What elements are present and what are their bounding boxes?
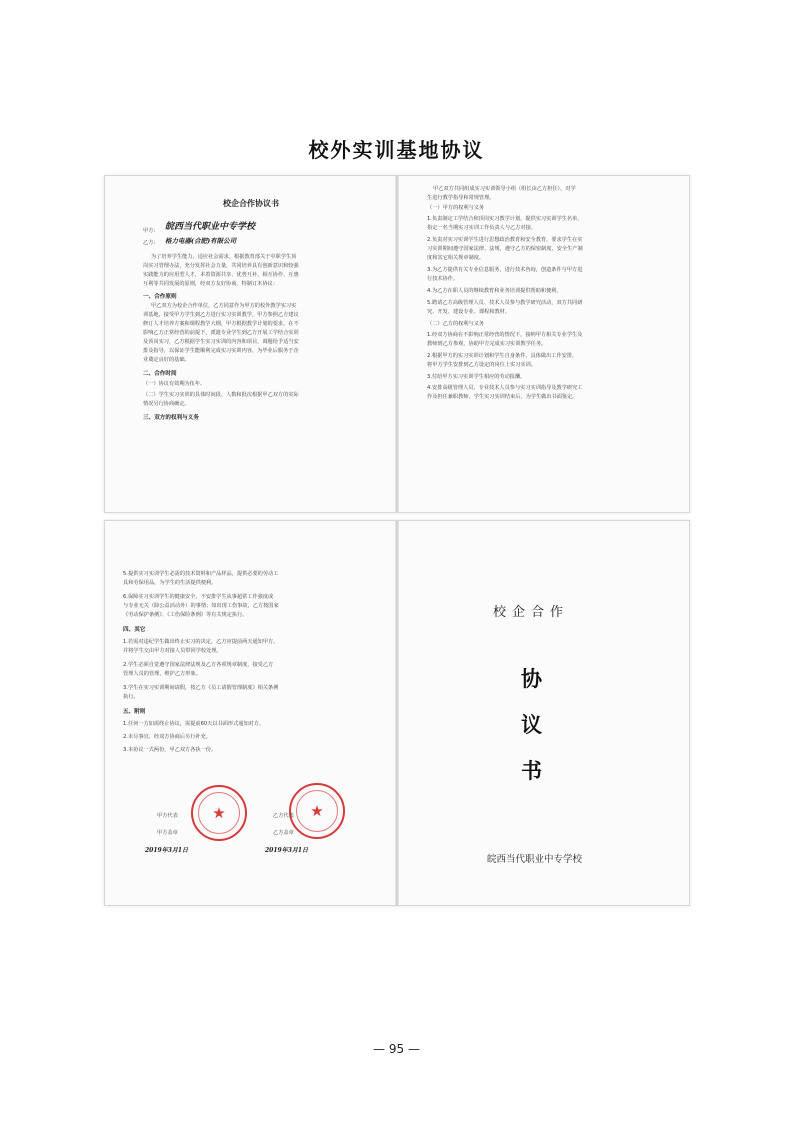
- cover-character: 协: [521, 666, 542, 691]
- party-b-seal-label: 乙方盖章: [273, 830, 294, 836]
- party-a-signing-date: 2019年3月1日: [145, 847, 189, 854]
- subsection-heading: （二）乙方的权利与义务: [427, 321, 485, 327]
- cover-character: 书: [521, 758, 542, 783]
- section-heading: 四、其它: [123, 627, 146, 633]
- text-line: 行技术协作。: [427, 276, 459, 282]
- text-line: 6.保障实习实训学生的健康安全，不安排学生从事超常工作强度或: [123, 594, 274, 600]
- page-number: — 95 —: [373, 1042, 420, 1056]
- text-line: 指定一名当期实习实训工作负责人与乙方对接。: [427, 225, 536, 231]
- text-line: 具和劳保用品，为学生的生活提供便利。: [123, 580, 217, 586]
- text-line: （二）学生实习实训的具体时间段、人数和批次根据甲乙双方的实际: [143, 392, 299, 398]
- text-line: 并将学生交由甲方对接人员带回学校处理。: [123, 648, 222, 654]
- party-a-representative-label: 甲方代表: [157, 813, 178, 819]
- text-line: 1.经双方协商在不影响正常经营的情况下，接纳甲方相关专业学生及: [427, 332, 583, 338]
- text-line: 实践能力的应用型人才，本着资源共享、优势互补、相互协作、互惠: [143, 272, 299, 278]
- agreement-cover: [397, 521, 689, 905]
- agreement-heading: 校企合作协议书: [223, 199, 279, 208]
- seal-star-icon: ★: [212, 804, 226, 822]
- text-line: 4.为乙方在职人员的继续教育和业务培训提供帮助和便利。: [427, 288, 562, 294]
- text-line: 《劳动保护条例》、《工伤保险条例》等有关规定执行。: [123, 612, 248, 618]
- text-line: 究、开发、建设专业、课程和教材。: [427, 309, 511, 315]
- text-line: 作及担任兼职教师，学生实习实训结束后，为学生做出书面鉴定。: [427, 394, 578, 400]
- scanned-spread-top: [104, 175, 690, 513]
- text-line: 业奠定良好的基础。: [143, 357, 190, 363]
- party-b-signature: 格力电器(合肥)有限公司: [165, 237, 237, 245]
- text-line: 训基地，接受甲方学生到乙方进行实习实训教学，甲方参照乙方建议: [143, 312, 299, 318]
- text-line: 影响乙方正常经营的前提下，派遣专业学生到乙方开展工学结合实训: [143, 330, 299, 336]
- cover-character: 议: [521, 712, 542, 737]
- text-line: 与专业无关（除公益活动外）的事情；如出现工伤事故，乙方按国家: [123, 603, 279, 609]
- party-a-signature: 皖西当代职业中专学校: [165, 222, 256, 232]
- agreement-page-1: [105, 176, 397, 512]
- text-line: 修订人才培养方案和课程教学大纲，甲方根据教学计划的要求，在不: [143, 321, 299, 327]
- party-a-label: 甲方:: [143, 228, 156, 234]
- text-line: 2.负责对实习实训学生进行思想政治教育和安全教育，要求学生在实: [427, 237, 583, 243]
- text-line: 习实训期间遵守国家法律、法规，遵守乙方的保密制度、安全生产制: [427, 246, 583, 252]
- school-seal: [191, 785, 247, 841]
- text-line: 2.根据甲方的实习实训计划和学生自身条件，具体做出工作安排，: [427, 353, 578, 359]
- section-heading: 二、合作时间: [143, 371, 177, 377]
- section-heading: 五、附则: [123, 709, 146, 715]
- text-line: 执行。: [123, 694, 139, 700]
- text-line: 1.任何一方如需终止协议，需提前60天以书面形式通知对方。: [123, 721, 265, 727]
- scanned-spread-bottom: [104, 520, 690, 906]
- text-line: 排及指导，以保证学生能顺利完成实习实训内容，为毕业后服务于企: [143, 348, 299, 354]
- text-line: 1.若需对违纪学生做出终止实习的决定，乙方应提前两天通知甲方，: [123, 639, 279, 645]
- party-b-label: 乙方:: [143, 240, 156, 246]
- text-line: 2.未尽事宜，经双方协商后另行补充。: [123, 734, 211, 740]
- cover-school-name: 皖西当代职业中专学校: [487, 854, 583, 865]
- text-line: 为了培养学生能力、适应社会需求，根据教育部关于中职学生顶: [151, 254, 297, 260]
- text-line: 管理人员的管理，维护乙方形象。: [123, 671, 201, 677]
- agreement-page-2: [397, 176, 689, 512]
- text-line: 甲乙双方为校企合作单位，乙方同意作为甲方的校外教学实习实: [151, 303, 297, 309]
- text-line: 1.负责制定工学结合和顶岗实习教学计划，提供实习实训学生名单，: [427, 216, 583, 222]
- text-line: 甲乙双方共同组成实习实训领导小组（组长由乙方担任），对学: [433, 186, 576, 192]
- text-line: 3.本协议一式两份，甲乙双方各执一份。: [123, 747, 217, 753]
- text-line: （一）协议有效期为伍年。: [143, 381, 206, 387]
- seal-star-icon: ★: [310, 802, 324, 820]
- text-line: 岗实习管理办法，充分发挥社会力量，共同培养具有创新意识和较强: [143, 263, 299, 269]
- party-b-representative-label: 乙方代表: [273, 813, 294, 819]
- text-line: 互利等共同发展的原则，经双方友好协商，特制订本协议：: [143, 281, 278, 287]
- company-seal: [289, 783, 345, 839]
- page-title: 校外实训基地协议: [308, 138, 485, 162]
- party-b-signing-date: 2019年3月1日: [265, 847, 309, 854]
- text-line: 3.学生在实习实训期间请假，按乙方《员工请假管理制度》相关条例: [123, 685, 279, 691]
- text-line: 5.聘请乙方高级管理人员、技术人员参与教学研究活动，双方共同研: [427, 300, 583, 306]
- subsection-heading: （一）甲方的权利与义务: [427, 205, 485, 211]
- text-line: 生进行教学指导和常规管理。: [427, 195, 495, 201]
- party-a-seal-label: 甲方盖章: [157, 830, 178, 836]
- text-line: 教师到乙方参观，协助甲方完成实习实训教学任务。: [427, 341, 547, 347]
- text-line: 及顶岗实习，乙方根据学生实习实训的内容和项目，调题给予适当安: [143, 339, 299, 345]
- text-line: 度和其它相关规章制度。: [427, 255, 485, 261]
- text-line: 5.提供实习实训学生必需的技术资料和产品样品，提供必要的劳动工: [123, 571, 279, 577]
- text-line: 将甲方学生安排到乙方设定的岗位上实习实训。: [427, 362, 536, 368]
- text-line: 3.付给甲方实习实训学生相应的劳动报酬。: [427, 374, 526, 380]
- text-line: 3.为乙方提供有关专业信息服务，进行技术咨询，创造条件与甲方进: [427, 267, 583, 273]
- agreement-page-3: [105, 521, 397, 905]
- section-heading: 一、合作原则: [143, 294, 177, 300]
- text-line: 情况另行协商确定。: [143, 401, 190, 407]
- text-line: 4.安排高级管理人员、专业技术人员参与实习实训指导及教学研究工: [427, 385, 583, 391]
- cover-title: 校企合作: [493, 605, 570, 620]
- section-heading: 三、双方的权利与义务: [143, 415, 199, 421]
- text-line: 2.学生必须自觉遵守国家法律法规及乙方各项规章制度，接受乙方: [123, 662, 274, 668]
